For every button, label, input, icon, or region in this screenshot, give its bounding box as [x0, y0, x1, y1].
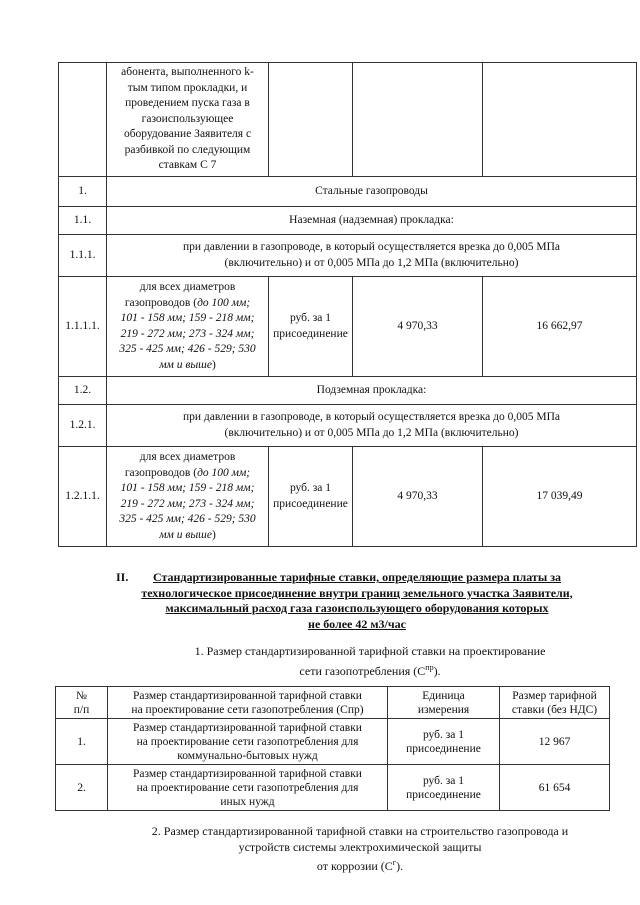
cell-num: 1.1.1.	[59, 235, 107, 277]
cell-num: 1.2.	[59, 377, 107, 405]
cell-rate: 12 967	[500, 719, 610, 765]
cell-heading: Стальные газопроводы	[107, 177, 637, 207]
cell-description: для всех диаметров газопроводов (до 100 мм; 101 - 158 мм; 159 - 218 мм; 219 - 272 мм; 273 - 324 мм; 325 - 425 мм; 426 - 529; 530 мм и выше)	[107, 277, 269, 377]
cell-description: для всех диаметров газопроводов (до 100 мм; 101 - 158 мм; 159 - 218 мм; 219 - 272 мм; 273 - 324 мм; 325 - 425 мм; 426 - 529; 530 мм и выше)	[107, 447, 269, 547]
cell-unit: руб. за 1 присоединение	[269, 447, 353, 547]
cell-name: Размер стандартизированной тарифной ставки на проектирование сети газопотребления для коммунально-бытовых нужд	[108, 719, 388, 765]
header-num: № п/п	[56, 687, 108, 719]
table-row	[59, 447, 637, 547]
design-rate-table	[55, 686, 610, 811]
cell-heading: Подземная прокладка:	[107, 377, 637, 405]
table-row	[59, 277, 637, 377]
cell-value2	[483, 63, 637, 177]
table-row	[56, 719, 610, 765]
cell-description: абонента, выполненного k- тым типом прокладки, и проведением пуска газа в газоиспользующее оборудование Заявителя с разбивкой по следующим ставкам С 7	[107, 63, 269, 177]
cell-unit: руб. за 1 присоединение	[388, 765, 500, 811]
cell-value2: 16 662,97	[483, 277, 637, 377]
header-name: Размер стандартизированной тарифной ставки на проектирование сети газопотребления (Спр)	[108, 687, 388, 719]
table-header-row	[56, 687, 610, 719]
cell-num: 1.1.1.1.	[59, 277, 107, 377]
table-row	[56, 765, 610, 811]
cell-num: 1.2.1.	[59, 405, 107, 447]
cell-condition: при давлении в газопроводе, в который осуществляется врезка до 0,005 МПа (включительно) и от 0,005 МПа до 1,2 МПа (включительно)	[107, 235, 637, 277]
table-row	[59, 235, 637, 277]
table-row	[59, 177, 637, 207]
cell-num: 1.2.1.1.	[59, 447, 107, 547]
cell-num: 1.	[59, 177, 107, 207]
subheading-construction: 2. Размер стандартизированной тарифной ставки на строительство газопровода и устройств системы электрохимической защиты от коррозии $(С^г)$.	[151, 824, 569, 873]
cell-value1: 4 970,33	[353, 447, 483, 547]
subheading-design: 1. Размер стандартизированной тарифной ставки на проектирование сети газопотребления $(С^{пр})$.	[194, 644, 546, 678]
section-number: II.	[116, 570, 129, 584]
cell-num: 1.1.	[59, 207, 107, 235]
cell-num: 1.	[56, 719, 108, 765]
cell-rate: 61 654	[500, 765, 610, 811]
cell-heading: Наземная (надземная) прокладка:	[107, 207, 637, 235]
cell-num	[59, 63, 107, 177]
cell-condition: при давлении в газопроводе, в который осуществляется врезка до 0,005 МПа (включительно) и от 0,005 МПа до 1,2 МПа (включительно)	[107, 405, 637, 447]
cell-name: Размер стандартизированной тарифной ставки на проектирование сети газопотребления для иных нужд	[108, 765, 388, 811]
header-unit: Единица измерения	[388, 687, 500, 719]
cell-num: 2.	[56, 765, 108, 811]
cell-unit: руб. за 1 присоединение	[388, 719, 500, 765]
cell-unit: руб. за 1 присоединение	[269, 277, 353, 377]
cell-value2: 17 039,49	[483, 447, 637, 547]
table-row	[59, 207, 637, 235]
cell-unit	[269, 63, 353, 177]
tariff-table-steel	[58, 62, 637, 547]
cell-value1	[353, 63, 483, 177]
header-rate: Размер тарифной ставки (без НДС)	[500, 687, 610, 719]
table-row	[59, 63, 637, 177]
table-row	[59, 377, 637, 405]
section-heading: II. Стандартизированные тарифные ставки, определяющие размера платы за технологическое присоединение внутри границ земельного участка Заявители, максимальный расход газа газоиспользующего оборудования которых не более 42 м3/час	[116, 570, 573, 631]
table-row	[59, 405, 637, 447]
cell-value1: 4 970,33	[353, 277, 483, 377]
